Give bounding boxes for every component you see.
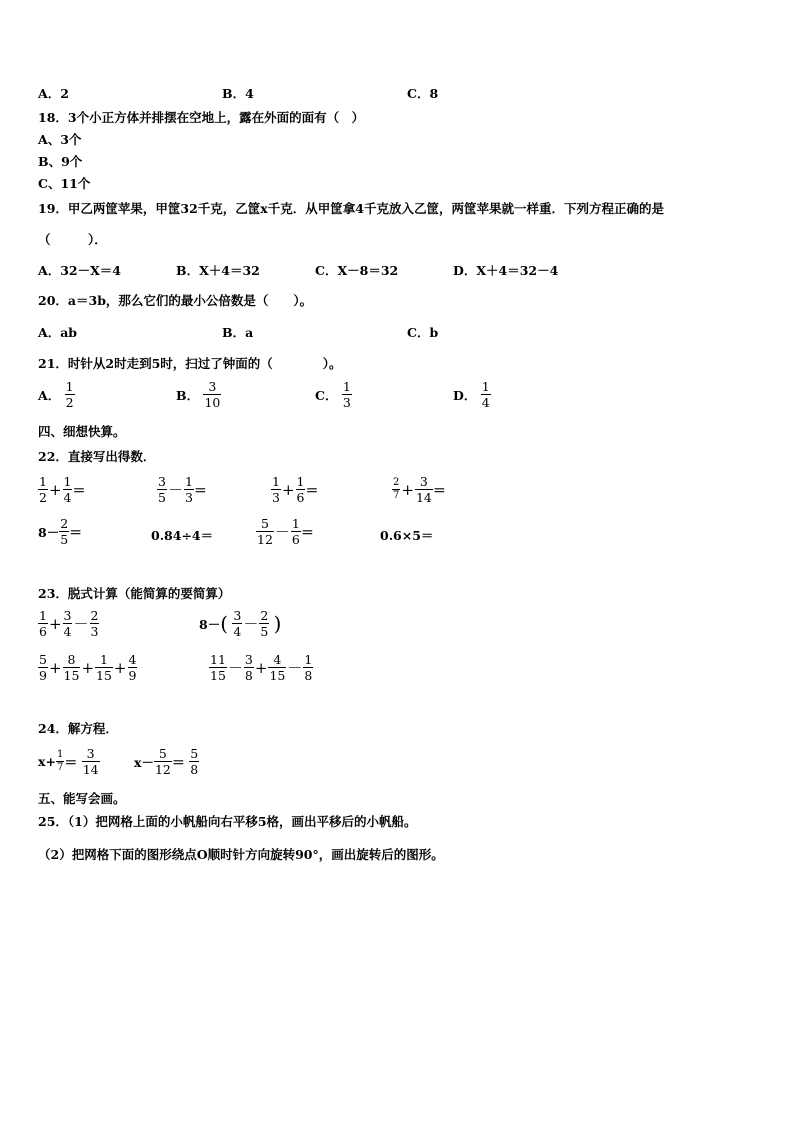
q21-option-b-label: B． [176, 387, 200, 403]
q20-option-a: A．ab [38, 325, 78, 340]
q19-stem-cont: （ ）． [38, 232, 107, 247]
q20-option-b: B．a [222, 325, 254, 340]
q22-expr-5: 8－ $\frac{2}{5}$ ＝ [38, 516, 83, 547]
q22-expr-3: $\frac{1}{3}$ + $\frac{1}{6}$ ＝ [272, 474, 319, 505]
q19-option-b: B．X＋4＝32 [176, 263, 260, 278]
q22-expr-2: $\frac{3}{5}$ － $\frac{1}{3}$ ＝ [158, 474, 207, 505]
q21-option-c-label: C． [315, 387, 338, 403]
q17-option-b: B．4 [222, 86, 254, 101]
q19-option-d: D．X＋4＝32－4 [453, 263, 559, 278]
q21-option-d [453, 379, 491, 410]
q20-stem: 20．a＝3b，那么它们的最小公倍数是（ ）。 [38, 293, 313, 308]
q23-expr-4: $\frac{11}{15}$ － $\frac{3}{8}$ + $\frac{4}{15}$ － $\frac{1}{8}$ [210, 652, 313, 683]
q17-option-c: C．8 [407, 86, 439, 101]
q21-stem: 21．时针从2时走到5时，扫过了钟面的（ ）。 [38, 356, 342, 371]
q24-stem: 24．解方程． [38, 721, 118, 736]
q21-option-d-label: D． [453, 387, 477, 403]
q22-expr-7: $\frac{5}{12}$ － $\frac{1}{6}$ ＝ [257, 516, 314, 547]
q24-equation-1: x+ $\frac{1}{7}$ ＝ $\frac{3}{14}$ [38, 746, 99, 777]
q22-stem: 22．直接写出得数． [38, 449, 156, 464]
q21-option-d-fraction: $\frac{1}{4}$ [481, 379, 490, 410]
q20-option-c: C．b [407, 325, 439, 340]
q23-expr-2: 8－( $\frac{3}{4}$ － $\frac{2}{5}$ ) [199, 608, 282, 639]
q17-option-a: A．2 [38, 86, 69, 101]
q21-option-b-fraction: $\frac{3}{10}$ [204, 379, 221, 410]
q19-option-a: A．32－X＝4 [38, 263, 121, 278]
q24-equation-2: x－ $\frac{5}{12}$ ＝ $\frac{5}{8}$ [134, 746, 199, 777]
q18-option-c: C、11个 [38, 176, 91, 191]
q19-option-c: C．X－8＝32 [315, 263, 399, 278]
q21-option-c-fraction: $\frac{1}{3}$ [342, 379, 351, 410]
q22-expr-1: $\frac{1}{2}$ + $\frac{1}{4}$ ＝ [39, 474, 86, 505]
q21-option-a [38, 379, 75, 410]
q18-stem: 18．3个小正方体并排摆在空地上，露在外面的面有（ ） [38, 110, 365, 125]
q21-option-b [176, 379, 221, 410]
q21-option-c [315, 379, 352, 410]
q22-expr-6: 0.84÷4＝ [151, 528, 214, 543]
q21-option-a-fraction: $\frac{1}{2}$ [65, 379, 74, 410]
q18-option-b: B、9个 [38, 154, 83, 169]
q25-part-2: （2）把网格下面的图形绕点O顺时针方向旋转90°，画出旋转后的图形。 [38, 847, 444, 862]
q18-option-a: A、3个 [38, 132, 82, 147]
section-5-heading: 五、能写会画。 [38, 791, 126, 806]
q19-stem: 19．甲乙两筐苹果，甲筐32千克，乙筐x千克．从甲筐拿4千克放入乙筐，两筐苹果就一样重．下列方程正确的是 [38, 201, 664, 216]
q25-part-1: 25．（1）把网格上面的小帆船向右平移5格，画出平移后的小帆船。 [38, 814, 417, 829]
q21-option-a-label: A． [38, 387, 61, 403]
q22-expr-4: $\frac{2}{7}$ + $\frac{3}{14}$ ＝ [393, 474, 446, 505]
q23-expr-3: $\frac{5}{9}$ + $\frac{8}{15}$ + $\frac{1}{15}$ + $\frac{4}{9}$ [39, 652, 137, 683]
q22-expr-8: 0.6×5＝ [380, 528, 434, 543]
q23-expr-1: $\frac{1}{6}$ + $\frac{3}{4}$ － $\frac{2}{3}$ [39, 608, 99, 639]
section-4-heading: 四、细想快算。 [38, 424, 126, 439]
q23-stem: 23．脱式计算（能简算的要简算） [38, 586, 231, 601]
